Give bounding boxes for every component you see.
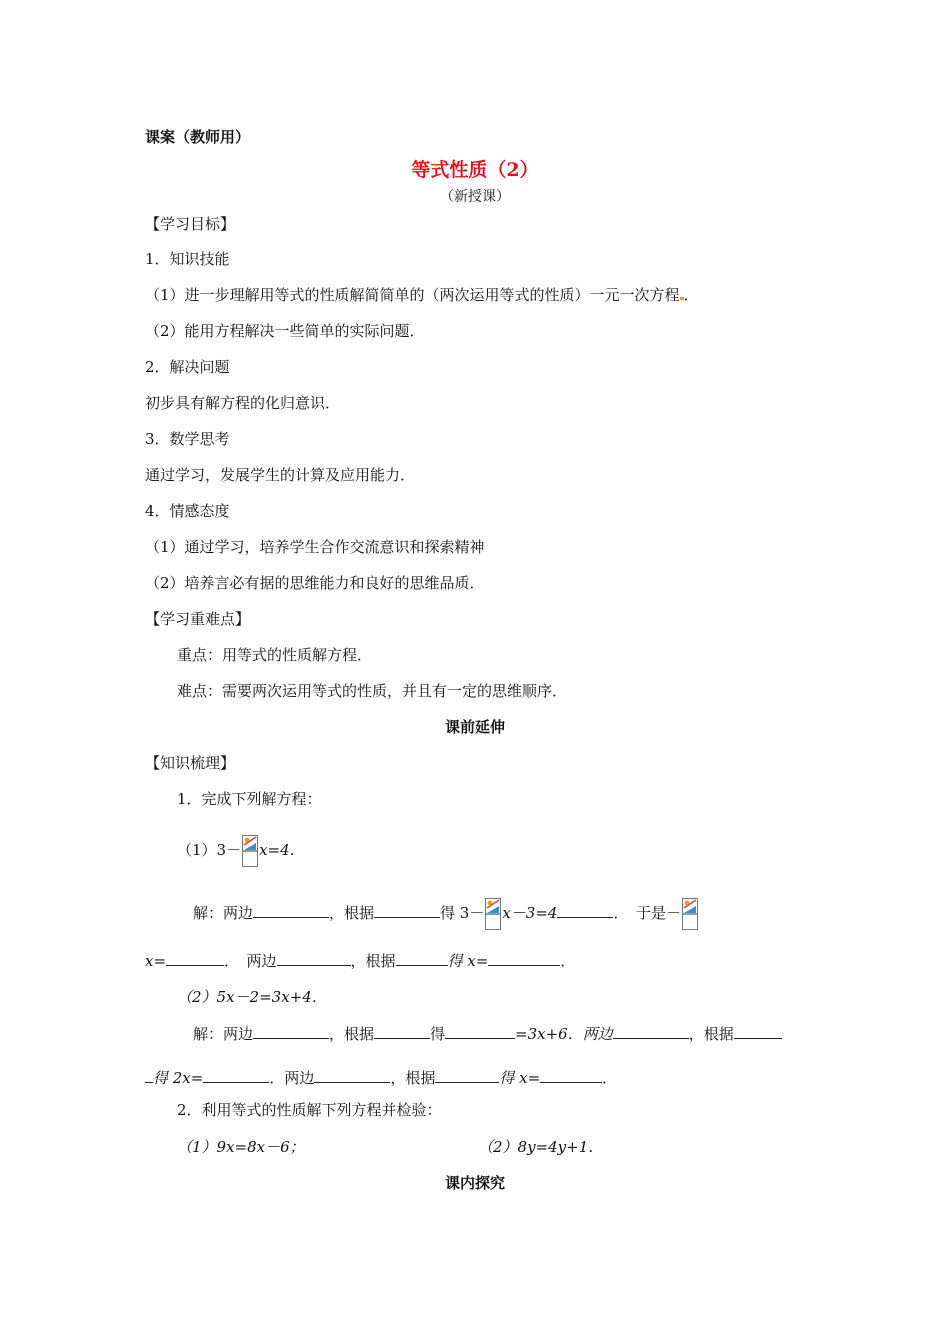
objective-2-title: 2．解决问题 bbox=[145, 358, 230, 376]
objective-4-item-2: （2）培养言必有据的思维能力和良好的思维品质． bbox=[145, 574, 485, 592]
keypoint-focus: 重点：用等式的性质解方程． bbox=[177, 646, 373, 664]
objective-3-title: 3．数学思考 bbox=[145, 430, 230, 448]
solution-2-text-2c: ，根据 bbox=[390, 1069, 436, 1087]
answer-blank[interactable] bbox=[374, 1023, 430, 1039]
fraction-image-placeholder bbox=[485, 898, 501, 930]
fraction-picture bbox=[486, 899, 500, 929]
answer-blank[interactable] bbox=[166, 950, 224, 966]
objective-2-text: 初步具有解方程的化归意识． bbox=[145, 394, 341, 412]
solution-2-line-1 bbox=[193, 1023, 782, 1044]
question-2-part-1: （1）9x=8x－6； bbox=[177, 1138, 305, 1156]
solution-1-text-a: 解：两边 bbox=[193, 904, 254, 922]
solution-2-text-2d: 得 x= bbox=[499, 1069, 541, 1087]
solution-1-line-1 bbox=[193, 898, 699, 930]
objective-4-item-1: （1）通过学习，培养学生合作交流意识和探索精神 bbox=[145, 538, 485, 556]
objectives-heading: 【学习目标】 bbox=[145, 215, 236, 233]
page-title: 等式性质（2） bbox=[411, 159, 539, 181]
answer-blank[interactable] bbox=[734, 1023, 782, 1039]
doc-header: 课案（教师用） bbox=[145, 128, 251, 146]
answer-blank[interactable] bbox=[253, 1023, 329, 1039]
fraction-image-placeholder bbox=[682, 898, 698, 930]
solution-1-text-2c: ，根据 bbox=[350, 952, 396, 970]
answer-blank[interactable] bbox=[488, 950, 560, 966]
objective-1-item-1: （1）进一步理解用等式的性质解简简单的（两次运用等式的性质）一元一次方程 ． bbox=[145, 286, 699, 304]
objective-3-text: 通过学习，发展学生的计算及应用能力． bbox=[145, 466, 416, 484]
answer-blank[interactable] bbox=[445, 1023, 515, 1039]
solution-2-text-2a: 得 2x= bbox=[153, 1069, 204, 1087]
solution-2-line-2 bbox=[145, 1067, 617, 1088]
preclass-heading: 课前延伸 bbox=[444, 718, 505, 736]
solution-1-text-c: 得 3－ bbox=[440, 904, 485, 922]
solution-1-text-2b: ． 两边 bbox=[224, 952, 277, 970]
solution-2-text-c: 得 bbox=[430, 1025, 446, 1043]
solution-1-text-b: ，根据 bbox=[329, 904, 375, 922]
question-2-part-2: （2）8y=4y+1． bbox=[478, 1138, 604, 1156]
inclass-heading: 课内探究 bbox=[444, 1174, 505, 1192]
objective-1-item-2: （2）能用方程解决一些简单的实际问题． bbox=[145, 322, 425, 340]
answer-blank[interactable] bbox=[374, 902, 440, 918]
solution-2-text-a: 解：两边 bbox=[193, 1025, 254, 1043]
fraction-picture bbox=[683, 899, 697, 929]
equation-2: （2）5x－2=3x+4． bbox=[177, 988, 327, 1006]
objective-1-item-1-text: （1）进一步理解用等式的性质解简简单的（两次运用等式的性质）一元一次方程 bbox=[145, 286, 680, 304]
equation-1 bbox=[177, 835, 305, 867]
answer-blank[interactable] bbox=[435, 1067, 499, 1083]
solution-1-text-2d: 得 x= bbox=[447, 952, 489, 970]
equation-1-suffix: x=4． bbox=[259, 841, 305, 859]
ink-mark bbox=[680, 297, 684, 300]
answer-blank[interactable] bbox=[557, 902, 613, 918]
question-1: 1．完成下列解方程： bbox=[177, 790, 322, 808]
keypoint-difficulty: 难点：需要两次运用等式的性质，并且有一定的思维顺序． bbox=[177, 682, 568, 700]
answer-blank[interactable] bbox=[613, 1023, 689, 1039]
answer-blank[interactable] bbox=[145, 1067, 153, 1083]
objective-1-title: 1．知识技能 bbox=[145, 250, 230, 268]
answer-blank[interactable] bbox=[277, 950, 351, 966]
answer-blank[interactable] bbox=[396, 950, 448, 966]
solution-2-text-b: ，根据 bbox=[329, 1025, 375, 1043]
knowledge-heading: 【知识梳理】 bbox=[145, 754, 236, 772]
answer-blank[interactable] bbox=[253, 902, 329, 918]
answer-blank[interactable] bbox=[540, 1067, 602, 1083]
solution-1-line-2 bbox=[145, 950, 575, 971]
page-subtitle: （新授课） bbox=[440, 189, 510, 205]
solution-1-text-e: ． 于是－ bbox=[613, 904, 681, 922]
question-2: 2．利用等式的性质解下列方程并检验： bbox=[177, 1101, 442, 1119]
answer-blank[interactable] bbox=[314, 1067, 390, 1083]
solution-2-text-2e: ． bbox=[602, 1069, 618, 1087]
equation-1-prefix: （1）3－ bbox=[177, 841, 242, 859]
solution-1-text-2a: x= bbox=[145, 952, 167, 970]
fraction-image-placeholder bbox=[242, 835, 258, 867]
solution-1-text-d: x－3=4 bbox=[502, 904, 558, 922]
keypoints-heading: 【学习重难点】 bbox=[145, 610, 251, 628]
solution-2-text-d: =3x+6．两边 bbox=[515, 1025, 613, 1043]
answer-blank[interactable] bbox=[203, 1067, 269, 1083]
objective-4-title: 4．情感态度 bbox=[145, 502, 230, 520]
solution-2-text-e: ，根据 bbox=[688, 1025, 734, 1043]
solution-1-text-2e: ． bbox=[560, 952, 576, 970]
fraction-picture bbox=[243, 836, 257, 866]
solution-2-text-2b: ．两边 bbox=[269, 1069, 315, 1087]
